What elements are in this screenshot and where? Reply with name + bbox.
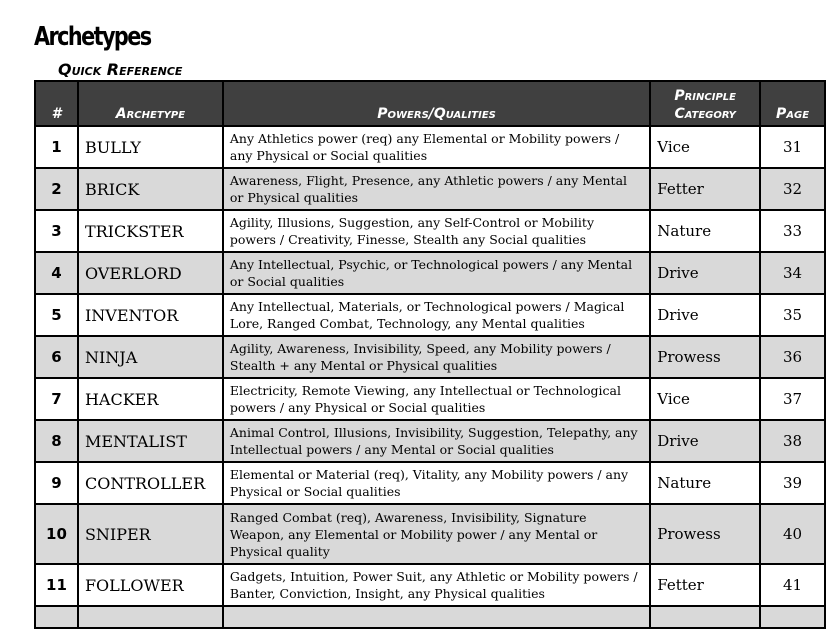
cell-num: 6 bbox=[35, 336, 78, 378]
table-row bbox=[35, 420, 825, 462]
cell-num: 8 bbox=[35, 420, 78, 462]
table-row bbox=[35, 462, 825, 504]
cell-archetype: OVERLORD bbox=[78, 252, 223, 294]
cell-category: Vice bbox=[650, 126, 760, 168]
cell bbox=[760, 606, 825, 628]
cell-archetype: SNIPER bbox=[78, 504, 223, 564]
cell-category: Fetter bbox=[650, 168, 760, 210]
cell-powers: Gadgets, Intuition, Power Suit, any Athletic or Mobility powers / Banter, Conviction, Insight, any Physical qualities bbox=[223, 564, 650, 606]
cell-powers: Agility, Illusions, Suggestion, any Self-Control or Mobility powers / Creativity, Finesse, Stealth any Social qualities bbox=[223, 210, 650, 252]
cell-category: Fetter bbox=[650, 564, 760, 606]
table-row bbox=[35, 168, 825, 210]
cell-category: Nature bbox=[650, 210, 760, 252]
table-row bbox=[35, 606, 825, 628]
cell bbox=[223, 606, 650, 628]
cell-page: 32 bbox=[760, 168, 825, 210]
cell-powers: Any Intellectual, Materials, or Technological powers / Magical Lore, Ranged Combat, Technology, any Mental qualities bbox=[223, 294, 650, 336]
cell-page: 41 bbox=[760, 564, 825, 606]
cell-category: Drive bbox=[650, 294, 760, 336]
cell-page: 35 bbox=[760, 294, 825, 336]
page-title: Archetypes bbox=[34, 22, 151, 52]
cell-powers: Ranged Combat (req), Awareness, Invisibility, Signature Weapon, any Elemental or Mobility power / any Mental or Physical quality bbox=[223, 504, 650, 564]
cell-archetype: MENTALIST bbox=[78, 420, 223, 462]
table-header bbox=[35, 81, 825, 126]
cell-page: 36 bbox=[760, 336, 825, 378]
cell-powers: Animal Control, Illusions, Invisibility, Suggestion, Telepathy, any Intellectual powers / any Mental or Social qualities bbox=[223, 420, 650, 462]
cell-category: Drive bbox=[650, 252, 760, 294]
header-powers: Powers/Qualities bbox=[223, 81, 650, 126]
cell-num: 5 bbox=[35, 294, 78, 336]
table-row bbox=[35, 294, 825, 336]
cell-powers: Any Athletics power (req) any Elemental or Mobility powers / any Physical or Social qualities bbox=[223, 126, 650, 168]
table-row bbox=[35, 504, 825, 564]
cell-archetype: INVENTOR bbox=[78, 294, 223, 336]
table-row bbox=[35, 252, 825, 294]
cell-powers: Agility, Awareness, Invisibility, Speed, any Mobility powers / Stealth + any Mental or Physical qualities bbox=[223, 336, 650, 378]
table-row bbox=[35, 126, 825, 168]
cell-page: 33 bbox=[760, 210, 825, 252]
cell-powers: Elemental or Material (req), Vitality, any Mobility powers / any Physical or Social qualities bbox=[223, 462, 650, 504]
cell-archetype: FOLLOWER bbox=[78, 564, 223, 606]
cell-num: 7 bbox=[35, 378, 78, 420]
cell-powers: Awareness, Flight, Presence, any Athletic powers / any Mental or Physical qualities bbox=[223, 168, 650, 210]
table-row bbox=[35, 564, 825, 606]
cell-powers: Any Intellectual, Psychic, or Technological powers / any Mental or Social qualities bbox=[223, 252, 650, 294]
archetype-table bbox=[34, 80, 826, 629]
cell-page: 37 bbox=[760, 378, 825, 420]
cell-category: Prowess bbox=[650, 504, 760, 564]
cell-archetype: HACKER bbox=[78, 378, 223, 420]
cell-page: 40 bbox=[760, 504, 825, 564]
cell-archetype: BULLY bbox=[78, 126, 223, 168]
cell-num: 10 bbox=[35, 504, 78, 564]
cell-num: 3 bbox=[35, 210, 78, 252]
cell-archetype: BRICK bbox=[78, 168, 223, 210]
cell-archetype: CONTROLLER bbox=[78, 462, 223, 504]
cell-page: 38 bbox=[760, 420, 825, 462]
header-page: Page bbox=[760, 81, 825, 126]
table-row bbox=[35, 378, 825, 420]
cell bbox=[35, 606, 78, 628]
cell-category: Nature bbox=[650, 462, 760, 504]
cell bbox=[650, 606, 760, 628]
cell-archetype: TRICKSTER bbox=[78, 210, 223, 252]
cell-num: 4 bbox=[35, 252, 78, 294]
cell-num: 2 bbox=[35, 168, 78, 210]
cell-num: 1 bbox=[35, 126, 78, 168]
cell-num: 11 bbox=[35, 564, 78, 606]
cell-page: 34 bbox=[760, 252, 825, 294]
cell-category: Prowess bbox=[650, 336, 760, 378]
table-row bbox=[35, 210, 825, 252]
cell bbox=[78, 606, 223, 628]
page-subtitle: Quick Reference bbox=[58, 60, 183, 79]
cell-category: Drive bbox=[650, 420, 760, 462]
cell-num: 9 bbox=[35, 462, 78, 504]
table-row bbox=[35, 336, 825, 378]
header-num: # bbox=[35, 81, 78, 126]
cell-category: Vice bbox=[650, 378, 760, 420]
cell-archetype: NINJA bbox=[78, 336, 223, 378]
header-archetype: Archetype bbox=[78, 81, 223, 126]
header-category: Principle Category bbox=[650, 81, 760, 126]
cell-page: 31 bbox=[760, 126, 825, 168]
cell-page: 39 bbox=[760, 462, 825, 504]
cell-powers: Electricity, Remote Viewing, any Intellectual or Technological powers / any Physical or Social qualities bbox=[223, 378, 650, 420]
